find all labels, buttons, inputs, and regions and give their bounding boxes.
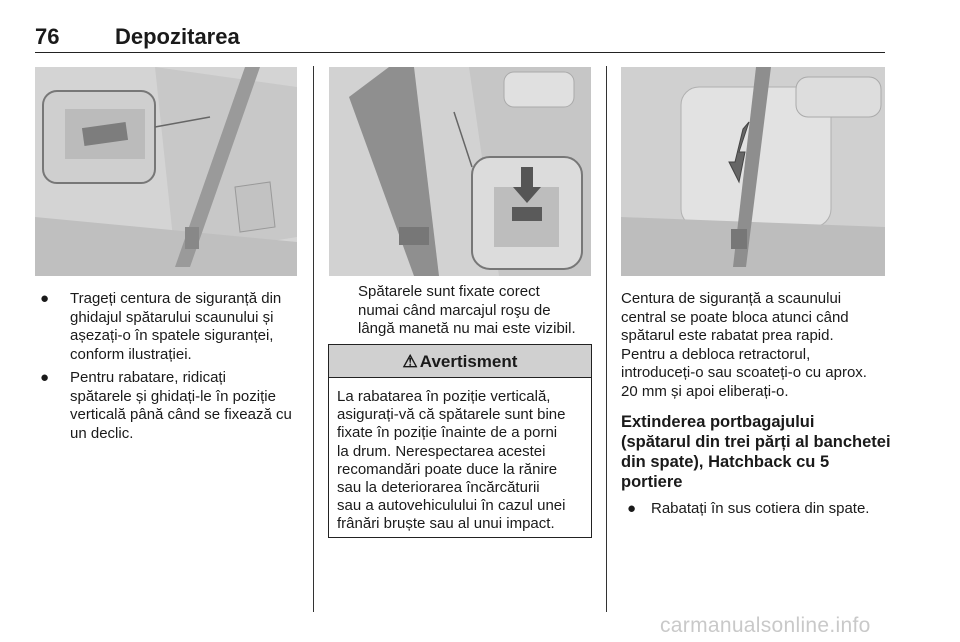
warning-title: Avertisment — [419, 352, 518, 371]
heading-line: Extinderea portbagajului — [621, 413, 815, 431]
chapter-title: Depozitarea — [115, 24, 240, 49]
heading-line: din spate), Hatchback cu 5 — [621, 453, 830, 471]
page-header — [35, 24, 885, 54]
paragraph-line: Centura de siguranță a scaunului — [621, 290, 842, 307]
seatbelt-guide-illustration — [35, 67, 297, 276]
bullet-marker: ● — [40, 290, 50, 307]
warning-line: frânări bruște sau al unui impact. — [337, 515, 555, 533]
paragraph-line: Pentru a debloca retractorul, — [621, 345, 811, 363]
warning-line: la drum. Nerespectarea acestei — [337, 442, 546, 460]
warning-body — [329, 378, 591, 534]
column-divider-1 — [313, 66, 314, 612]
page-number: 76 — [35, 24, 60, 49]
figure-seatbelt-guide — [35, 67, 297, 276]
warning-line: recomandări poate duce la rănire — [337, 460, 558, 478]
bullet-line: așezați-o în spatele siguranței, — [70, 327, 274, 344]
bullet-marker: ● — [40, 369, 50, 386]
watermark: carmanualsonline.info — [660, 614, 871, 637]
caption-line: Spătarele sunt fixate corect — [358, 283, 540, 300]
caption-line: numai când marcajul roşu de — [358, 301, 551, 319]
warning-header — [329, 345, 591, 378]
warning-line: sau la deteriorarea încărcăturii — [337, 479, 540, 497]
body-paragraph — [621, 290, 891, 401]
bullet-line: conform ilustrației. — [70, 345, 192, 363]
bullet-line: verticală până când se fixează cu — [70, 406, 292, 423]
paragraph-line: spătarul este rabatat prea rapid. — [621, 327, 834, 344]
header-rule — [35, 52, 885, 53]
center-belt-illustration — [621, 67, 885, 276]
paragraph-line: introduceți-o sau scoateți-o cu aprox. — [621, 364, 867, 381]
figure-caption — [358, 283, 598, 339]
bullet-line: un declic. — [70, 424, 134, 442]
bullet-line: Trageți centura de siguranță din — [70, 290, 282, 307]
heading-line: portiere — [621, 473, 683, 491]
bullet-text: Rabatați în sus cotiera din spate. — [651, 500, 870, 517]
caption-line: lângă manetă nu mai este vizibil. — [358, 320, 576, 337]
heading-line: (spătarul din trei părți al banchetei — [621, 433, 891, 451]
bullet-line: Pentru rabatare, ridicați — [70, 369, 226, 386]
figure-seatback-latch — [329, 67, 591, 276]
bullet-text — [70, 290, 281, 364]
bullet-marker: ● — [627, 500, 637, 517]
paragraph-line: 20 mm și apoi eliberați-o. — [621, 382, 789, 400]
column-divider-2 — [606, 66, 607, 612]
bullet-text — [70, 369, 292, 443]
paragraph-line: central se poate bloca atunci când — [621, 308, 849, 326]
warning-box — [328, 344, 592, 538]
figure-center-belt — [621, 67, 885, 276]
warning-icon: ⚠ — [402, 352, 418, 371]
bullet-line: ghidajul spătarului scaunului și — [70, 308, 274, 326]
bullet-line: spătarele și ghidați-le în poziție — [70, 387, 276, 405]
seatback-latch-illustration — [329, 67, 591, 276]
section-heading — [621, 412, 891, 492]
warning-line: La rabatarea în poziție verticală, — [337, 388, 551, 405]
warning-line: sau a autovehiculului în cazul unei — [337, 497, 566, 515]
warning-line: fixate în poziție înainte de a porni — [337, 424, 558, 442]
warning-line: asigurați-vă că spătarele sunt bine — [337, 406, 566, 424]
